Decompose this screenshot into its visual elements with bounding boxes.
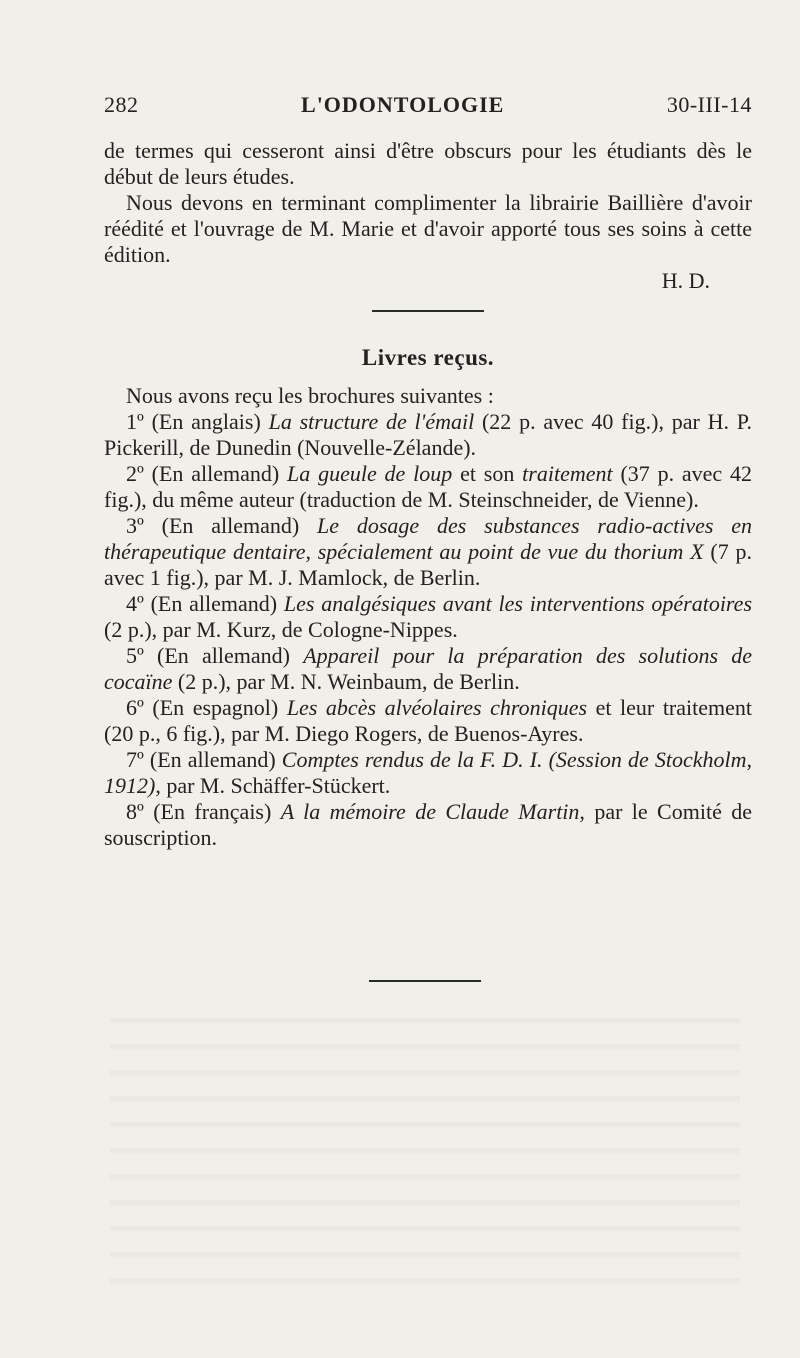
running-header [104,92,752,118]
intro-line: Nous avons reçu les brochures suivantes : [126,383,494,408]
page-body [104,138,752,851]
journal-title: L'ODONTOLOGIE [301,92,505,117]
list-item: 3º (En allemand) Le dosage des substances radio-actives en thérapeutique dentaire, spécialement au point de vue du thorium X (7 p. avec 1 fig.), par M. J. Mamlock, de Berlin. [104,513,753,590]
list-item: 1º (En anglais) La structure de l'émail (22 p. avec 40 fig.), par H. P. Pickerill, de Dunedin (Nouvelle-Zélande). [104,409,753,460]
signature: H. D. [661,268,710,293]
page-number: 282 [104,92,139,117]
list-item: 7º (En allemand) Comptes rendus de la F. D. I. (Session de Stockholm, 1912), par M. Schäffer-Stückert. [104,747,752,798]
section-divider [372,310,484,312]
list-item: 5º (En allemand) Appareil pour la préparation des solutions de cocaïne (2 p.), par M. N. Weinbaum, de Berlin. [104,643,752,694]
issue-date: 30-III-14 [666,92,752,117]
list-item: 6º (En espagnol) Les abcès alvéolaires chroniques et leur traitement (20 p., 6 fig.), par M. Diego Rogers, de Buenos-Ayres. [104,695,752,746]
paragraph-closing: Nous devons en terminant complimenter la librairie Baillière d'avoir réédité et l'ouvrage de M. Marie et d'avoir apporté tous ses soins à cette édition. [104,190,752,267]
list-item: 4º (En allemand) Les analgésiques avant les interventions opératoires (2 p.), par M. Kurz, de Cologne-Nippes. [104,591,752,642]
paragraph-continuation: de termes qui cesseront ainsi d'être obscurs pour les étudiants dès le début de leurs études. [104,138,752,189]
list-item: 2º (En allemand) La gueule de loup et son traitement (37 p. avec 42 fig.), du même auteur (traduction de M. Steinschneider, de Vienne). [104,461,753,512]
show-through-texture [110,1000,740,1300]
end-divider [369,980,481,982]
section-heading: Livres reçus. [361,345,495,370]
list-item: 8º (En français) A la mémoire de Claude Martin, par le Comité de souscription. [104,799,752,850]
